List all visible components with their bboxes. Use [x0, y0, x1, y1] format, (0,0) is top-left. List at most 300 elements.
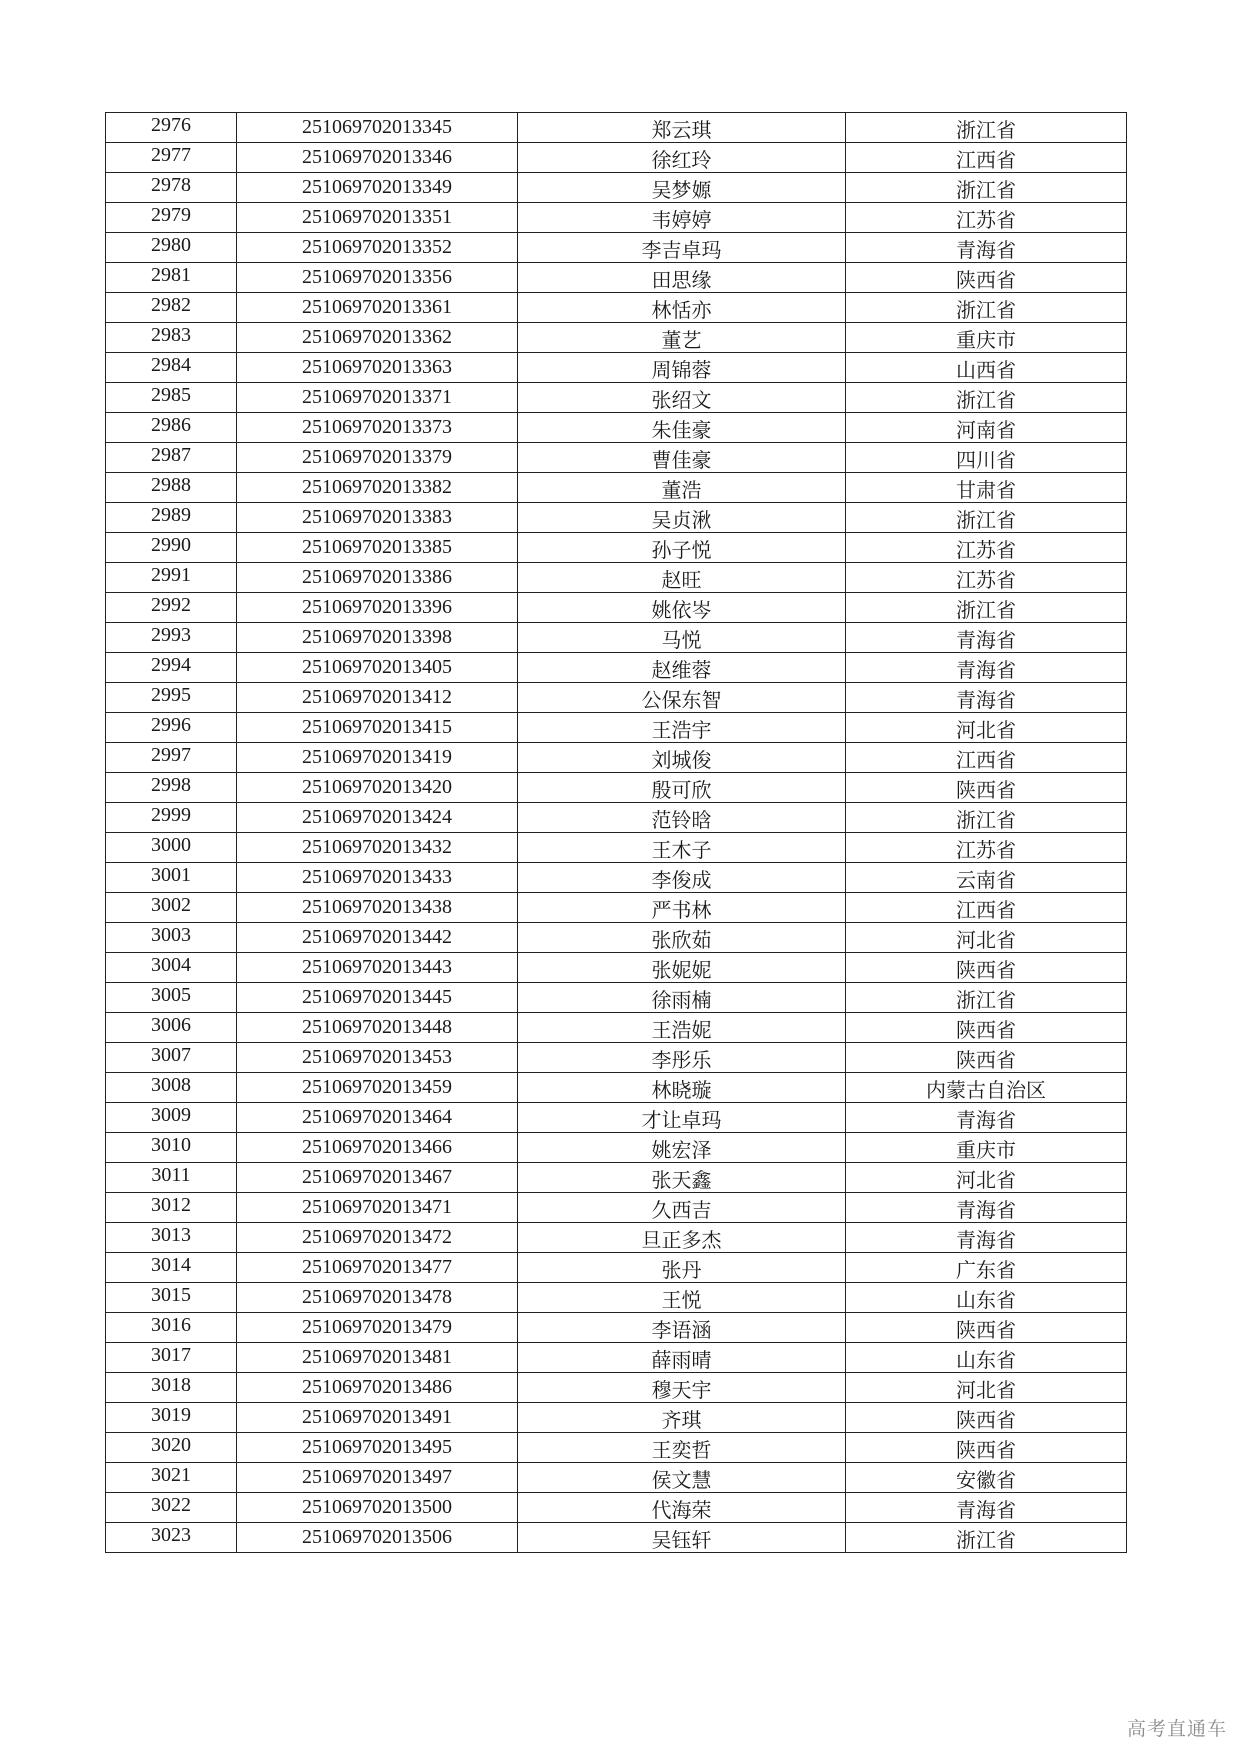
candidate-id-cell-text: 251069702013466	[302, 1135, 452, 1158]
serial-number-cell	[106, 1313, 237, 1343]
serial-number-cell-text: 3011	[151, 1163, 191, 1186]
name-cell-text: 董浩	[661, 479, 702, 502]
province-cell-text: 广东省	[956, 1259, 1016, 1282]
name-cell-text: 薛雨晴	[651, 1349, 712, 1372]
table-row	[106, 1373, 1127, 1403]
serial-number-cell-text: 3015	[151, 1283, 191, 1306]
serial-number-cell	[106, 593, 237, 623]
table-row	[106, 1073, 1127, 1103]
province-cell	[846, 263, 1127, 293]
name-cell	[518, 473, 846, 503]
province-cell	[846, 173, 1127, 203]
province-cell-text: 江西省	[956, 149, 1016, 172]
serial-number-cell-text: 2993	[151, 623, 191, 646]
table-row	[106, 953, 1127, 983]
candidate-id-cell	[237, 383, 518, 413]
province-cell-text: 云南省	[956, 869, 1016, 892]
candidate-id-cell	[237, 1403, 518, 1433]
serial-number-cell	[106, 503, 237, 533]
province-cell-text: 青海省	[956, 239, 1016, 262]
serial-number-cell	[106, 1343, 237, 1373]
table-row	[106, 1283, 1127, 1313]
candidate-id-cell-text: 251069702013420	[302, 775, 452, 798]
name-cell-text: 久西吉	[651, 1199, 712, 1222]
serial-number-cell	[106, 803, 237, 833]
name-cell-text: 王奕哲	[651, 1439, 712, 1462]
serial-number-cell	[106, 263, 237, 293]
name-cell-text: 赵旺	[661, 569, 702, 592]
table-row	[106, 593, 1127, 623]
serial-number-cell-text: 3012	[151, 1193, 191, 1216]
candidate-id-cell-text: 251069702013356	[302, 265, 452, 288]
candidate-id-cell	[237, 293, 518, 323]
serial-number-cell	[106, 983, 237, 1013]
candidate-id-cell-text: 251069702013361	[302, 295, 452, 318]
province-cell	[846, 203, 1127, 233]
candidate-id-cell	[237, 113, 518, 143]
province-cell-text: 陕西省	[956, 1439, 1016, 1462]
candidate-id-cell	[237, 893, 518, 923]
candidate-id-cell	[237, 473, 518, 503]
candidate-id-cell-text: 251069702013438	[302, 895, 452, 918]
candidate-id-cell-text: 251069702013385	[302, 535, 452, 558]
serial-number-cell-text: 3008	[151, 1073, 191, 1096]
province-cell	[846, 1493, 1127, 1523]
serial-number-cell	[106, 233, 237, 263]
serial-number-cell	[106, 683, 237, 713]
candidate-id-cell	[237, 353, 518, 383]
name-cell-text: 林晓璇	[651, 1079, 712, 1102]
province-cell-text: 青海省	[956, 689, 1016, 712]
province-cell-text: 四川省	[956, 449, 1016, 472]
name-cell	[518, 203, 846, 233]
name-cell	[518, 803, 846, 833]
serial-number-cell	[106, 1373, 237, 1403]
name-cell-text: 王木子	[651, 839, 712, 862]
watermark-logo-text: 高考直通车	[1126, 1718, 1227, 1740]
province-cell	[846, 383, 1127, 413]
province-cell	[846, 503, 1127, 533]
candidate-id-cell	[237, 233, 518, 263]
table-row	[106, 893, 1127, 923]
serial-number-cell	[106, 1283, 237, 1313]
province-cell	[846, 923, 1127, 953]
name-cell-text: 代海荣	[651, 1499, 712, 1522]
name-cell	[518, 1013, 846, 1043]
province-cell	[846, 563, 1127, 593]
serial-number-cell	[106, 773, 237, 803]
candidate-id-cell-text: 251069702013386	[302, 565, 452, 588]
serial-number-cell	[106, 1433, 237, 1463]
province-cell	[846, 413, 1127, 443]
province-cell-text: 重庆市	[956, 1139, 1016, 1162]
serial-number-cell-text: 3006	[151, 1013, 191, 1036]
table-row	[106, 293, 1127, 323]
candidate-id-cell-text: 251069702013442	[302, 925, 452, 948]
candidate-id-cell-text: 251069702013412	[302, 685, 452, 708]
name-cell	[518, 1493, 846, 1523]
candidate-id-cell	[237, 1163, 518, 1193]
name-cell-text: 孙子悦	[651, 539, 712, 562]
candidate-id-cell-text: 251069702013495	[302, 1435, 452, 1458]
name-cell	[518, 1223, 846, 1253]
serial-number-cell	[106, 1013, 237, 1043]
province-cell	[846, 1193, 1127, 1223]
province-cell-text: 陕西省	[956, 959, 1016, 982]
name-cell-text: 王浩妮	[651, 1019, 712, 1042]
serial-number-cell-text: 3000	[151, 833, 191, 856]
candidate-id-cell	[237, 803, 518, 833]
name-cell	[518, 263, 846, 293]
candidate-id-cell	[237, 1043, 518, 1073]
name-cell	[518, 773, 846, 803]
province-cell-text: 江西省	[956, 749, 1016, 772]
table-row	[106, 1343, 1127, 1373]
name-cell-text: 姚依岑	[651, 599, 712, 622]
table-row	[106, 1403, 1127, 1433]
serial-number-cell-text: 2986	[151, 413, 191, 436]
province-cell-text: 浙江省	[956, 179, 1016, 202]
province-cell-text: 陕西省	[956, 1019, 1016, 1042]
province-cell-text: 江苏省	[956, 569, 1016, 592]
serial-number-cell-text: 3016	[151, 1313, 191, 1336]
name-cell	[518, 953, 846, 983]
name-cell	[518, 143, 846, 173]
table-row	[106, 1013, 1127, 1043]
province-cell	[846, 1103, 1127, 1133]
name-cell-text: 董艺	[661, 329, 702, 352]
province-cell	[846, 1133, 1127, 1163]
serial-number-cell	[106, 323, 237, 353]
serial-number-cell-text: 3003	[151, 923, 191, 946]
name-cell	[518, 833, 846, 863]
serial-number-cell	[106, 293, 237, 323]
name-cell	[518, 533, 846, 563]
province-cell	[846, 803, 1127, 833]
province-cell-text: 陕西省	[956, 779, 1016, 802]
name-cell-text: 才让卓玛	[641, 1109, 722, 1132]
name-cell-text: 吴贞湫	[651, 509, 712, 532]
province-cell-text: 甘肃省	[956, 479, 1016, 502]
name-cell-text: 齐琪	[661, 1409, 702, 1432]
name-cell-text: 林恬亦	[651, 299, 712, 322]
candidate-id-cell-text: 251069702013471	[302, 1195, 452, 1218]
table-row	[106, 1103, 1127, 1133]
candidate-id-cell	[237, 1523, 518, 1553]
candidate-id-cell-text: 251069702013491	[302, 1405, 452, 1428]
candidate-id-cell-text: 251069702013486	[302, 1375, 452, 1398]
table-row	[106, 923, 1127, 953]
province-cell	[846, 533, 1127, 563]
candidate-id-cell	[237, 863, 518, 893]
serial-number-cell	[106, 953, 237, 983]
name-cell-text: 赵维蓉	[651, 659, 712, 682]
province-cell	[846, 233, 1127, 263]
name-cell-text: 公保东智	[641, 689, 722, 712]
province-cell-text: 浙江省	[956, 119, 1016, 142]
table-row	[106, 683, 1127, 713]
serial-number-cell	[106, 1223, 237, 1253]
serial-number-cell-text: 2995	[151, 683, 191, 706]
candidate-id-cell	[237, 533, 518, 563]
candidate-id-cell	[237, 1433, 518, 1463]
candidate-id-cell	[237, 1073, 518, 1103]
serial-number-cell	[106, 1493, 237, 1523]
candidate-id-cell-text: 251069702013445	[302, 985, 452, 1008]
name-cell	[518, 1463, 846, 1493]
serial-number-cell-text: 2985	[151, 383, 191, 406]
serial-number-cell	[106, 893, 237, 923]
name-cell-text: 刘城俊	[651, 749, 712, 772]
name-cell-text: 吴钰轩	[651, 1529, 712, 1552]
serial-number-cell-text: 2978	[151, 173, 191, 196]
serial-number-cell-text: 3013	[151, 1223, 191, 1246]
candidate-id-cell-text: 251069702013424	[302, 805, 452, 828]
candidate-id-cell-text: 251069702013373	[302, 415, 452, 438]
candidate-id-cell-text: 251069702013453	[302, 1045, 452, 1068]
table-row	[106, 443, 1127, 473]
candidate-id-cell	[237, 1313, 518, 1343]
candidate-id-cell-text: 251069702013448	[302, 1015, 452, 1038]
name-cell-text: 周锦蓉	[651, 359, 712, 382]
province-cell	[846, 1043, 1127, 1073]
table-row	[106, 1493, 1127, 1523]
name-cell-text: 朱佳豪	[651, 419, 712, 442]
name-cell	[518, 1253, 846, 1283]
name-cell-text: 姚宏泽	[651, 1139, 712, 1162]
name-cell-text: 田思缘	[651, 269, 712, 292]
candidate-id-cell	[237, 1373, 518, 1403]
candidate-id-cell-text: 251069702013351	[302, 205, 452, 228]
province-cell	[846, 1523, 1127, 1553]
name-cell-text: 张绍文	[651, 389, 712, 412]
serial-number-cell	[106, 833, 237, 863]
serial-number-cell-text: 3002	[151, 893, 191, 916]
serial-number-cell-text: 2998	[151, 773, 191, 796]
province-cell	[846, 473, 1127, 503]
serial-number-cell	[106, 353, 237, 383]
candidate-id-cell-text: 251069702013479	[302, 1315, 452, 1338]
province-cell	[846, 1163, 1127, 1193]
serial-number-cell	[106, 143, 237, 173]
serial-number-cell-text: 2996	[151, 713, 191, 736]
name-cell-text: 徐雨楠	[651, 989, 712, 1012]
serial-number-cell	[106, 923, 237, 953]
candidate-id-cell-text: 251069702013478	[302, 1285, 452, 1308]
candidate-id-cell-text: 251069702013506	[302, 1525, 452, 1548]
name-cell	[518, 1073, 846, 1103]
name-cell	[518, 1043, 846, 1073]
candidate-id-cell-text: 251069702013459	[302, 1075, 452, 1098]
name-cell-text: 旦正多杰	[641, 1229, 722, 1252]
province-cell-text: 河北省	[956, 1169, 1016, 1192]
province-cell	[846, 1433, 1127, 1463]
candidate-id-cell	[237, 263, 518, 293]
candidate-id-cell-text: 251069702013443	[302, 955, 452, 978]
serial-number-cell	[106, 383, 237, 413]
name-cell-text: 徐红玲	[651, 149, 712, 172]
serial-number-cell-text: 2987	[151, 443, 191, 466]
name-cell	[518, 713, 846, 743]
province-cell	[846, 983, 1127, 1013]
name-cell-text: 张丹	[661, 1259, 702, 1282]
table-row	[106, 623, 1127, 653]
table-row	[106, 773, 1127, 803]
serial-number-cell	[106, 623, 237, 653]
name-cell	[518, 383, 846, 413]
candidate-id-cell	[237, 833, 518, 863]
serial-number-cell-text: 2991	[151, 563, 191, 586]
candidate-id-cell-text: 251069702013371	[302, 385, 452, 408]
province-cell-text: 浙江省	[956, 509, 1016, 532]
name-cell-text: 李彤乐	[651, 1049, 712, 1072]
province-cell	[846, 293, 1127, 323]
province-cell-text: 江苏省	[956, 539, 1016, 562]
province-cell	[846, 593, 1127, 623]
table-row	[106, 323, 1127, 353]
province-cell-text: 江西省	[956, 899, 1016, 922]
name-cell-text: 李语涵	[651, 1319, 712, 1342]
table-row	[106, 1223, 1127, 1253]
province-cell	[846, 1223, 1127, 1253]
province-cell-text: 青海省	[956, 1199, 1016, 1222]
serial-number-cell-text: 2999	[151, 803, 191, 826]
candidate-id-cell	[237, 503, 518, 533]
province-cell	[846, 1253, 1127, 1283]
name-cell-text: 范铃晗	[651, 809, 712, 832]
candidate-id-cell-text: 251069702013398	[302, 625, 452, 648]
serial-number-cell	[106, 563, 237, 593]
name-cell-text: 殷可欣	[651, 779, 712, 802]
serial-number-cell-text: 3023	[151, 1523, 191, 1546]
serial-number-cell-text: 2982	[151, 293, 191, 316]
serial-number-cell-text: 2984	[151, 353, 191, 376]
name-cell	[518, 623, 846, 653]
candidate-id-cell	[237, 1103, 518, 1133]
province-cell-text: 河北省	[956, 719, 1016, 742]
table-row	[106, 653, 1127, 683]
serial-number-cell-text: 3022	[151, 1493, 191, 1516]
name-cell-text: 曹佳豪	[651, 449, 712, 472]
candidate-id-cell	[237, 593, 518, 623]
table-row	[106, 1253, 1127, 1283]
name-cell	[518, 863, 846, 893]
candidate-id-cell-text: 251069702013432	[302, 835, 452, 858]
candidate-id-cell	[237, 563, 518, 593]
table-row	[106, 533, 1127, 563]
serial-number-cell-text: 2994	[151, 653, 191, 676]
serial-number-cell	[106, 1043, 237, 1073]
candidate-id-cell-text: 251069702013433	[302, 865, 452, 888]
candidate-id-cell-text: 251069702013415	[302, 715, 452, 738]
province-cell-text: 内蒙古自治区	[926, 1079, 1046, 1102]
candidate-id-cell-text: 251069702013464	[302, 1105, 452, 1128]
serial-number-cell-text: 3020	[151, 1433, 191, 1456]
name-cell	[518, 1163, 846, 1193]
table-row	[106, 863, 1127, 893]
candidate-id-cell	[237, 773, 518, 803]
serial-number-cell	[106, 1163, 237, 1193]
name-cell-text: 马悦	[661, 629, 702, 652]
province-cell-text: 安徽省	[956, 1469, 1016, 1492]
province-cell-text: 山东省	[956, 1289, 1016, 1312]
candidate-id-cell	[237, 743, 518, 773]
name-cell	[518, 1283, 846, 1313]
name-cell-text: 李吉卓玛	[641, 239, 722, 262]
province-cell-text: 青海省	[956, 1499, 1016, 1522]
table-row	[106, 1523, 1127, 1553]
serial-number-cell-text: 3019	[151, 1403, 191, 1426]
province-cell	[846, 743, 1127, 773]
province-cell	[846, 1013, 1127, 1043]
name-cell-text: 王悦	[661, 1289, 702, 1312]
name-cell-text: 李俊成	[651, 869, 712, 892]
serial-number-cell-text: 2997	[151, 743, 191, 766]
candidate-id-cell-text: 251069702013345	[302, 115, 452, 138]
candidate-id-cell	[237, 983, 518, 1013]
name-cell	[518, 1313, 846, 1343]
serial-number-cell	[106, 1253, 237, 1283]
province-cell-text: 青海省	[956, 1229, 1016, 1252]
serial-number-cell-text: 2979	[151, 203, 191, 226]
candidate-id-cell-text: 251069702013472	[302, 1225, 452, 1248]
table-row	[106, 143, 1127, 173]
name-cell	[518, 1133, 846, 1163]
name-cell	[518, 323, 846, 353]
province-cell-text: 浙江省	[956, 599, 1016, 622]
province-cell-text: 江苏省	[956, 209, 1016, 232]
candidate-id-cell-text: 251069702013363	[302, 355, 452, 378]
table-row	[106, 1133, 1127, 1163]
province-cell-text: 河南省	[956, 419, 1016, 442]
province-cell-text: 青海省	[956, 629, 1016, 652]
candidate-id-cell	[237, 683, 518, 713]
serial-number-cell-text: 3018	[151, 1373, 191, 1396]
name-cell-text: 穆天宇	[651, 1379, 712, 1402]
name-cell	[518, 593, 846, 623]
candidate-id-cell-text: 251069702013500	[302, 1495, 452, 1518]
table-row	[106, 1313, 1127, 1343]
candidate-id-cell-text: 251069702013481	[302, 1345, 452, 1368]
serial-number-cell	[106, 113, 237, 143]
province-cell-text: 河北省	[956, 929, 1016, 952]
province-cell	[846, 1343, 1127, 1373]
serial-number-cell	[106, 653, 237, 683]
serial-number-cell-text: 3009	[151, 1103, 191, 1126]
table-row	[106, 563, 1127, 593]
province-cell-text: 重庆市	[956, 329, 1016, 352]
serial-number-cell-text: 3017	[151, 1343, 191, 1366]
province-cell-text: 浙江省	[956, 299, 1016, 322]
roster-table-body	[106, 113, 1127, 1553]
serial-number-cell-text: 2988	[151, 473, 191, 496]
province-cell	[846, 773, 1127, 803]
table-row	[106, 1193, 1127, 1223]
serial-number-cell-text: 3001	[151, 863, 191, 886]
name-cell	[518, 743, 846, 773]
candidate-id-cell	[237, 173, 518, 203]
candidate-id-cell	[237, 1283, 518, 1313]
name-cell	[518, 983, 846, 1013]
serial-number-cell-text: 3010	[151, 1133, 191, 1156]
table-row	[106, 743, 1127, 773]
serial-number-cell	[106, 413, 237, 443]
serial-number-cell-text: 2977	[151, 143, 191, 166]
province-cell-text: 山东省	[956, 1349, 1016, 1372]
name-cell-text: 严书林	[651, 899, 712, 922]
candidate-id-cell-text: 251069702013379	[302, 445, 452, 468]
serial-number-cell-text: 2989	[151, 503, 191, 526]
